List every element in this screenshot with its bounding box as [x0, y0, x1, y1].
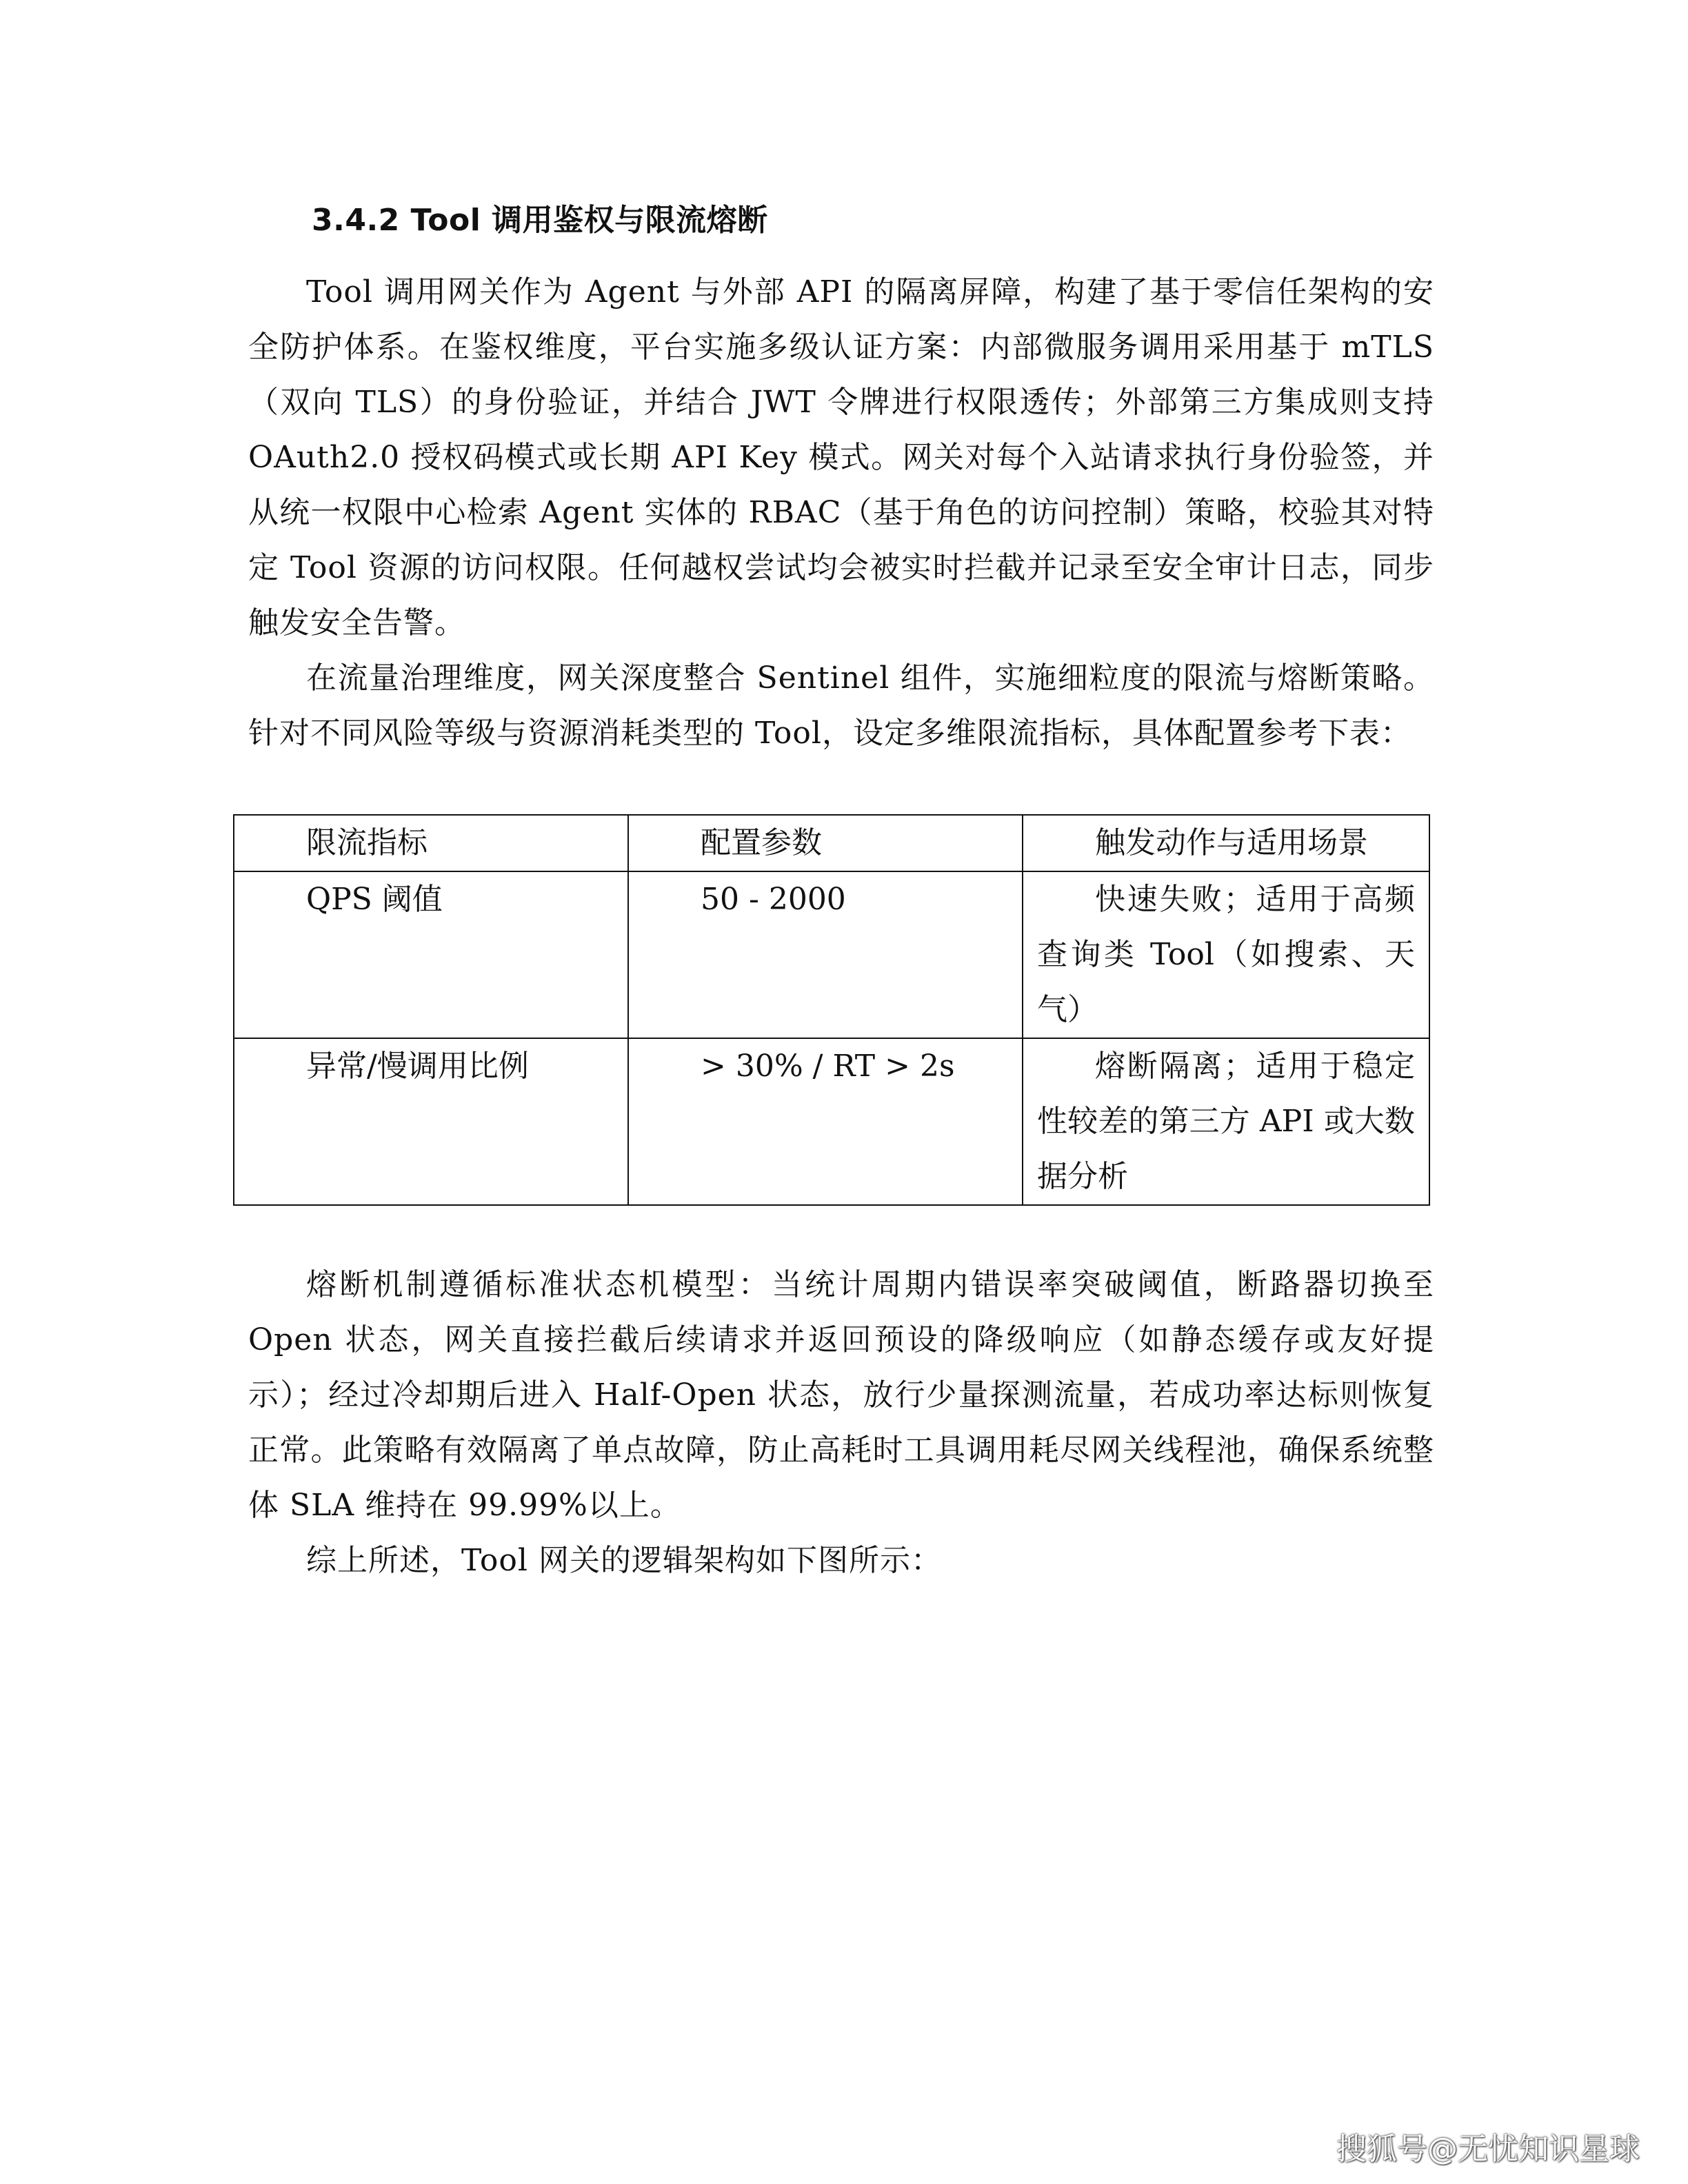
header-action: 触发动作与适用场景 [1023, 815, 1429, 871]
cell-action-text: 快速失败；适用于高频查询类 Tool（如搜索、天气） [1037, 882, 1415, 1027]
table-header-row [234, 815, 1429, 871]
header-config: 配置参数 [628, 815, 1023, 871]
cell-config: 50 - 2000 [628, 871, 1023, 1038]
cell-metric: QPS 阈值 [234, 871, 628, 1038]
table-row [234, 871, 1429, 1038]
paragraph-traffic: 在流量治理维度，网关深度整合 Sentinel 组件，实施细粒度的限流与熔断策略。针对不同风险等级与资源消耗类型的 Tool，设定多维限流指标，具体配置参考下表： [248, 660, 1434, 751]
paragraph-circuit-breaker: 熔断机制遵循标准状态机模型：当统计周期内错误率突破阈值，断路器切换至 Open 状态，网关直接拦截后续请求并返回预设的降级响应（如静态缓存或友好提示）；经过冷却期后进入 Half-Open 状态，放行少量探测流量，若成功率达标则恢复正常。此策略有效隔离了单点故障，防止高耗时工具调用耗尽网关线程池，确保系统整体 SLA 维持在 99.99%以上。 [248, 1267, 1434, 1523]
cell-action [1023, 871, 1429, 1038]
cell-config: > 30% / RT > 2s [628, 1038, 1023, 1205]
paragraph-auth: Tool 调用网关作为 Agent 与外部 API 的隔离屏障，构建了基于零信任架构的安全防护体系。在鉴权维度，平台实施多级认证方案：内部微服务调用采用基于 mTLS（双向 TLS）的身份验证，并结合 JWT 令牌进行权限透传；外部第三方集成则支持 OAuth2.0 授权码模式或长期 API Key 模式。网关对每个入站请求执行身份验签，并从统一权限中心检索 Agent 实体的 RBAC（基于角色的访问控制）策略，校验其对特定 Tool 资源的访问权限。任何越权尝试均会被实时拦截并记录至安全审计日志，同步触发安全告警。 [248, 274, 1434, 640]
cell-metric: 异常/慢调用比例 [234, 1038, 628, 1205]
paragraph-summary: 综上所述，Tool 网关的逻辑架构如下图所示： [306, 1543, 942, 1578]
header-metric: 限流指标 [234, 815, 628, 871]
section-heading: 3.4.2 Tool 调用鉴权与限流熔断 [312, 203, 768, 238]
table-row [234, 1038, 1429, 1205]
cell-action [1023, 1038, 1429, 1205]
watermark: 搜狐号@无忧知识星球 [1336, 2132, 1640, 2167]
rate-limit-table [233, 814, 1430, 1206]
cell-action-text: 熔断隔离；适用于稳定性较差的第三方 API 或大数据分析 [1037, 1049, 1415, 1194]
